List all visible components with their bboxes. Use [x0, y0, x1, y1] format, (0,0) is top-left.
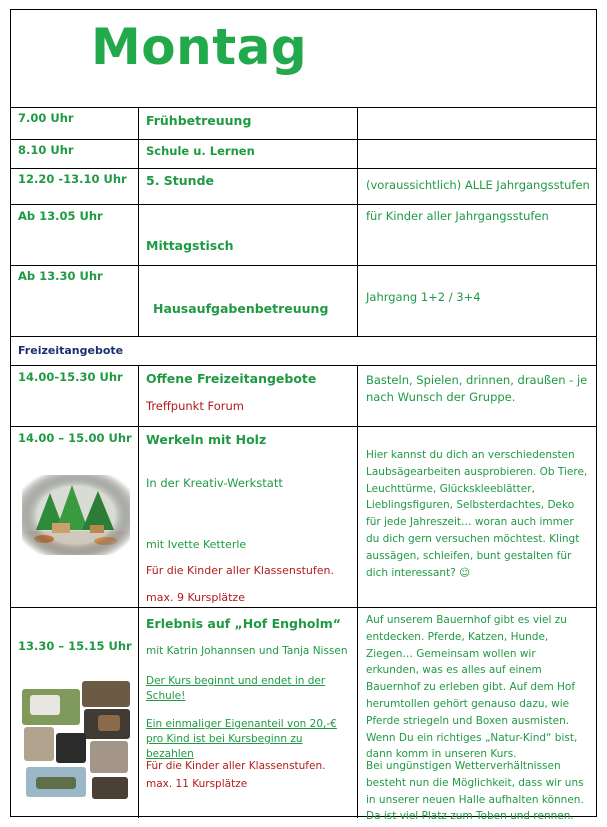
- offer-max: max. 11 Kursplätze: [146, 778, 248, 790]
- page-title: Montag: [91, 18, 308, 76]
- offer-leader: mit Ivette Ketterle: [146, 538, 247, 551]
- offer-note-start-end: Der Kurs beginnt und endet in der Schule!: [146, 675, 326, 703]
- offer-description: Basteln, Spielen, drinnen, draußen - je nach Wunsch der Gruppe.: [366, 373, 588, 404]
- table-row: [11, 266, 596, 337]
- time-cell: 8.10 Uhr: [18, 143, 74, 157]
- section-header: Freizeitangebote: [18, 344, 124, 357]
- activity-cell: Frühbetreuung: [146, 113, 252, 128]
- offer-title: Offene Freizeitangebote: [146, 371, 317, 386]
- offer-row: [11, 427, 596, 608]
- offer-location: In der Kreativ-Werkstatt: [146, 476, 283, 490]
- offer-time: 14.00-15.30 Uhr: [18, 370, 123, 384]
- note-cell: für Kinder aller Jahrgangsstufen: [366, 209, 549, 223]
- offer-time: 14.00 – 15.00 Uhr: [18, 431, 132, 445]
- table-row: [11, 140, 596, 169]
- offer-row: [11, 608, 596, 823]
- offer-description: Auf unserem Bauernhof gibt es viel zu entdecken. Pferde, Katzen, Hunde, Ziegen… Gemeinsam wollen wir erkunden, was es alles auf einem Bauernhof zu erleben gibt. Auf dem Hof herumtollen gehört genauso dazu, wie Pferde striegeln und Boxen ausmisten. Wenn Du ein richtiges „Natur-Kind“ bist, dann komm in unseren Kurs.: [366, 614, 578, 761]
- activity-cell: Mittagstisch: [146, 238, 234, 253]
- woodwork-photo: [22, 475, 130, 555]
- note-cell: (voraussichtlich) ALLE Jahrgangsstufen: [366, 178, 590, 192]
- table-row: [11, 107, 596, 140]
- table-row: [11, 169, 596, 205]
- farm-photo-collage: [22, 681, 132, 801]
- offer-description: Hier kannst du dich an verschiedensten Laubsägearbeiten ausprobieren. Ob Tiere, Leuchttürme, Glückskleeblätter, Lieblingsfiguren, Selbsterdachtes, Deko für jede Jahreszeit… woran auch immer du dich gern versuchen möchtest. Klingt aussägen, schleifen, bunt gestalten für dich interessant? ☺: [366, 449, 588, 579]
- offer-audience: Für die Kinder aller Klassenstufen.: [146, 760, 326, 772]
- offer-time: 13.30 – 15.15 Uhr: [18, 639, 132, 653]
- offer-title: Werkeln mit Holz: [146, 432, 267, 447]
- offer-title: Erlebnis auf „Hof Engholm“: [146, 616, 341, 631]
- activity-cell: Hausaufgabenbetreuung: [153, 301, 329, 316]
- offer-audience: Für die Kinder aller Klassenstufen.: [146, 564, 335, 577]
- activity-cell: Schule u. Lernen: [146, 144, 255, 158]
- time-cell: 7.00 Uhr: [18, 111, 74, 125]
- table-row: [11, 205, 596, 266]
- section-header-row: [11, 337, 596, 366]
- time-cell: Ab 13.05 Uhr: [18, 209, 103, 223]
- time-cell: Ab 13.30 Uhr: [18, 269, 103, 283]
- time-cell: 12.20 -13.10 Uhr: [18, 172, 127, 186]
- note-cell: Jahrgang 1+2 / 3+4: [366, 290, 481, 304]
- schedule-sheet: [10, 9, 597, 823]
- activity-cell: 5. Stunde: [146, 173, 214, 188]
- offer-location: Treffpunkt Forum: [146, 399, 244, 413]
- offer-max: max. 9 Kursplätze: [146, 591, 245, 604]
- offer-note-fee: Ein einmaliger Eigenanteil von 20,-€ pro Kind ist bei Kursbeginn zu bezahlen: [146, 718, 337, 761]
- offer-leader: mit Katrin Johannsen und Tanja Nissen: [146, 645, 348, 657]
- offer-description-weather: Bei ungünstigen Wetterverhältnissen besteht nun die Möglichkeit, dass wir uns in unserer neuen Halle aufhalten können. Da ist viel Platz zum Toben und rennen.: [366, 760, 584, 823]
- offer-row: [11, 366, 596, 427]
- title-area: [11, 10, 596, 108]
